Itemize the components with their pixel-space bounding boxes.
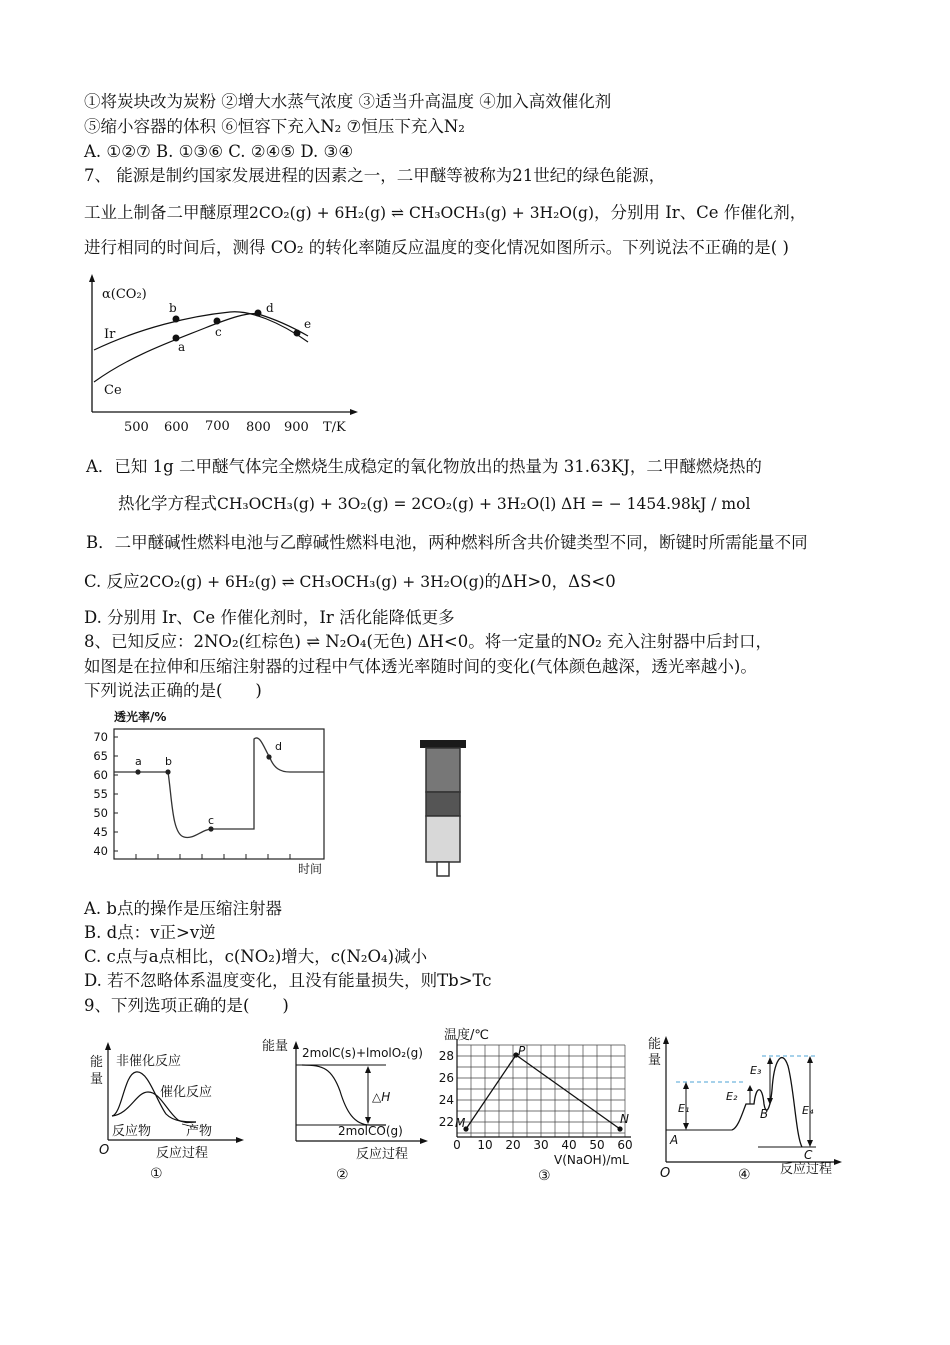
q8-point-b: [165, 769, 170, 774]
q9f1-noncat-label: 非催化反应: [116, 1054, 182, 1069]
q7-xtick: 700: [205, 419, 230, 434]
q9f4-number: ④: [738, 1167, 751, 1183]
q8-point-label-d: d: [275, 740, 282, 753]
q7-option-c-suffix: 的ΔH>0，ΔS<0: [484, 572, 616, 591]
q7-option-b: B．二甲醚碱性燃料电池与乙醇碱性燃料电池，两种燃料所含共价键类型不同，断键时所需能量不同: [86, 533, 808, 552]
q9f4-label-e4: E₄: [802, 1104, 814, 1117]
q9f4-label-e3: E₃: [750, 1064, 762, 1077]
q9f4-ylabel-2: 量: [648, 1053, 662, 1068]
q9f3-xtick: 10: [477, 1138, 493, 1152]
q8-point-label-c: c: [208, 814, 215, 827]
q9f3-xtick: 40: [561, 1138, 577, 1152]
q7-point-label-c: c: [215, 325, 222, 339]
q9f3-ytick: 24: [438, 1093, 454, 1107]
q8-point-label-b: b: [165, 755, 172, 768]
q9f4-label-c: C: [804, 1148, 813, 1162]
q7-stem-prefix: 工业上制备二甲醚原理: [84, 203, 249, 222]
q7-option-c: [84, 571, 616, 593]
q7-xtick: 500: [124, 420, 149, 435]
q7-conversion-chart: [80, 270, 360, 440]
q9f1-ylabel-1: 能: [90, 1055, 104, 1070]
q8-stem-line1: 8、已知反应：2NO₂(红棕色) ⇌ N₂O₄(无色) ΔH<0。将一定量的NO₂ 充入注射器中后封口，: [84, 632, 773, 651]
q8-point-label-a: a: [135, 755, 142, 768]
q9f2-dh-label: △H: [372, 1090, 391, 1104]
q8-point-c: [208, 826, 213, 831]
q9f3-xtick: 60: [617, 1138, 633, 1152]
syringe-image: [418, 738, 468, 880]
q9f3-ytick: 28: [438, 1049, 454, 1063]
q9f2-bottom-label: 2molCO(g): [338, 1124, 403, 1138]
q7-point-b: [173, 316, 180, 323]
q8-ytick: 40: [93, 844, 108, 858]
q9f3-point-m: M: [455, 1116, 466, 1130]
q8-ylabel: 透光率/%: [114, 710, 167, 724]
q7-option-a-prefix: 热化学方程式: [118, 494, 217, 513]
q9f1-number: ①: [150, 1166, 163, 1182]
q8-ytick: 55: [93, 787, 108, 801]
q9f1-cat-label: 催化反应: [160, 1085, 213, 1100]
q7-point-label-d: d: [266, 301, 274, 315]
q9f3-number: ③: [538, 1168, 551, 1184]
q7-xtick: 800: [246, 420, 271, 435]
q9f1-product-label: 产物: [186, 1124, 213, 1139]
q9f1-origin: O: [99, 1143, 110, 1158]
q9f3-xtick: 50: [589, 1138, 605, 1152]
q8-ytick: 60: [93, 768, 108, 782]
q9f3-xlabel: V(NaOH)/mL: [554, 1153, 629, 1167]
q9-stem: 9、下列选项正确的是( ): [84, 996, 289, 1015]
q7-point-label-b: b: [169, 301, 177, 315]
q8-ytick: 65: [93, 749, 108, 763]
q7-point-d: [255, 310, 262, 317]
q7-stem-suffix: ，分别用 Ir、Ce 作催化剂，: [594, 203, 807, 222]
q9f3-point-n: N: [620, 1112, 629, 1126]
q9-figure-4: [646, 1028, 846, 1183]
q8-option-c: C. c点与a点相比，c(NO₂)增大，c(N₂O₄)减小: [84, 947, 428, 966]
q7-curve-label-ce: Ce: [104, 383, 122, 398]
q8-stem-line2: 如图是在拉伸和压缩注射器的过程中气体透光率随时间的变化(气体颜色越深，透光率越小)。: [84, 657, 757, 676]
q8-ytick: 45: [93, 825, 108, 839]
q8-point-d: [266, 754, 271, 759]
q7-point-c: [214, 318, 221, 325]
q7-option-c-prefix: C. 反应: [84, 572, 140, 591]
q8-point-a: [135, 769, 140, 774]
q9f4-label-e2: E₂: [726, 1090, 738, 1103]
q9-figure-2: [262, 1035, 432, 1185]
q9f4-xlabel: 反应过程: [780, 1162, 833, 1177]
q7-option-a-line1: A．已知 1g 二甲醚气体完全燃烧生成稳定的氧化物放出的热量为 31.63KJ，二甲醚燃烧热的: [86, 457, 762, 476]
q9f3-ylabel: 温度/℃: [444, 1028, 489, 1043]
q7-stem-line3: 进行相同的时间后，测得 CO₂ 的转化率随反应温度的变化情况如图所示。下列说法不正确的是( ): [84, 238, 789, 257]
q8-option-d: D. 若不忽略体系温度变化，且没有能量损失，则Tb>Tc: [84, 971, 492, 990]
q9-figure-3: [436, 1025, 641, 1185]
q7-xtick: 600: [164, 420, 189, 435]
q9f3-ytick: 22: [438, 1115, 454, 1129]
q9f3-xtick: 0: [453, 1138, 461, 1152]
q9f3-point-p: P: [518, 1044, 526, 1058]
q9f4-label-a: A: [670, 1133, 679, 1147]
q9-figure-1: [86, 1040, 246, 1185]
q9f4-ylabel-1: 能: [648, 1037, 662, 1052]
q6-choices: A. ①②⑦ B. ①③⑥ C. ②④⑤ D. ③④: [84, 142, 354, 161]
q7-option-c-equation: 2CO₂(g) + 6H₂(g) ⇌ CH₃OCH₃(g) + 3H₂O(g): [139, 573, 485, 591]
q8-ytick: 70: [93, 730, 108, 744]
q7-option-a-line2: [118, 493, 750, 515]
q7-xlabel: T/K: [323, 420, 346, 435]
q9f4-origin: O: [660, 1166, 671, 1181]
q8-option-b: B. d点：v正>v逆: [84, 923, 216, 942]
q9f4-label-b: B: [760, 1107, 769, 1121]
q9f4-energy-curve: [732, 1058, 802, 1147]
q7-ce-curve: [94, 314, 308, 382]
q7-point-label-a: a: [178, 340, 186, 354]
q9f3-ytick: 26: [438, 1071, 454, 1085]
q9f1-xlabel: 反应过程: [156, 1146, 209, 1161]
q8-transmittance-curve: [114, 738, 324, 838]
q7-point-label-e: e: [304, 317, 312, 331]
q9f1-ylabel-2: 量: [90, 1072, 104, 1087]
q7-option-a-equation: CH₃OCH₃(g) + 3O₂(g) = 2CO₂(g) + 3H₂O(l) ΔH = − 1454.98kJ / mol: [217, 495, 751, 513]
q9f2-xlabel: 反应过程: [356, 1147, 409, 1162]
q7-ylabel: α(CO₂): [102, 287, 147, 302]
q8-stem-line3: 下列说法正确的是( ): [84, 681, 262, 700]
q9f1-reactant-label: 反应物: [112, 1124, 152, 1139]
q7-stem-line2: [84, 202, 806, 224]
q7-equation: 2CO₂(g) + 6H₂(g) ⇌ CH₃OCH₃(g) + 3H₂O(g): [249, 204, 595, 222]
q6-options-line1: ①将炭块改为炭粉 ②增大水蒸气浓度 ③适当升高温度 ④加入高效催化剂: [84, 92, 612, 111]
q7-stem-line1: 7、 能源是制约国家发展进程的因素之一，二甲醚等被称为21世纪的绿色能源，: [84, 166, 666, 185]
q8-xlabel: 时间: [298, 862, 323, 876]
q9f2-ylabel: 能量: [262, 1039, 289, 1054]
q9f4-label-e1: E₁: [678, 1102, 690, 1115]
q9f3-xtick: 20: [505, 1138, 521, 1152]
q7-ir-curve: [94, 312, 308, 350]
q8-transmittance-chart: [84, 708, 334, 880]
q7-option-d: D. 分别用 Ir、Ce 作催化剂时，Ir 活化能降低更多: [84, 608, 455, 627]
q8-ytick: 50: [93, 806, 108, 820]
q9f2-top-label: 2molC(s)+lmolO₂(g): [302, 1046, 423, 1060]
q7-xtick: 900: [284, 420, 309, 435]
q8-option-a: A. b点的操作是压缩注射器: [84, 899, 282, 918]
q6-options-line2: ⑤缩小容器的体积 ⑥恒容下充入N₂ ⑦恒压下充入N₂: [84, 117, 465, 136]
q7-point-e: [294, 330, 301, 337]
q7-curve-label-ir: Ir: [104, 327, 116, 342]
q9f2-number: ②: [336, 1167, 349, 1183]
q9f3-xtick: 30: [533, 1138, 549, 1152]
